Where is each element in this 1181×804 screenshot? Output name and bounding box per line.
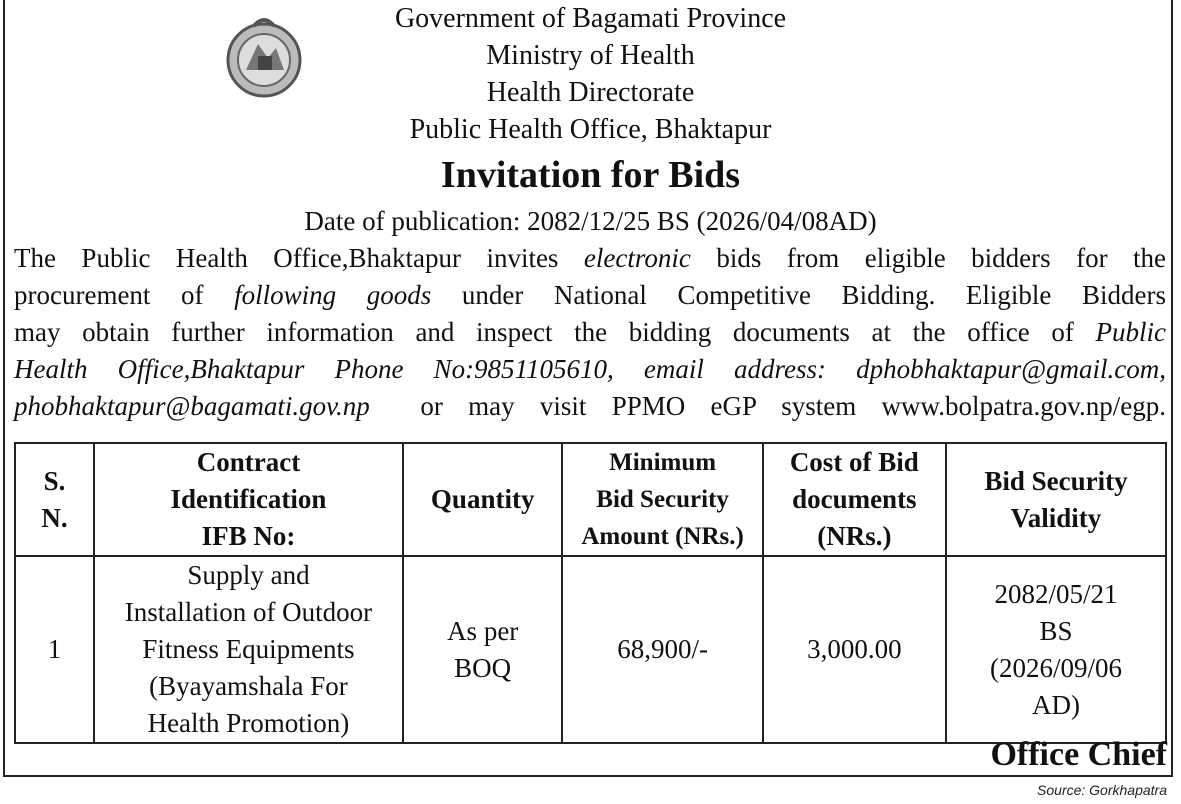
cell-text: 1 [47,634,62,664]
body-text: Public [1095,317,1166,347]
cell-text: (Byayamshala For [149,671,348,701]
header-text: Cost of Bid [789,447,919,477]
header-text: Bid Security [596,486,729,513]
header-line: Government of Bagamati Province [394,3,787,34]
body-text: or may visit PPMO eGP system www.bolpatra.gov.np/egp. [369,391,1166,421]
body-text: may obtain further information and inspect the bidding documents at the office of [14,317,1096,347]
body-text: phobhaktapur@bagamati.gov.np [14,391,370,421]
cell-text: As per [447,615,519,646]
table-cell [946,556,1166,743]
header-text: documents [792,484,917,514]
column-header [946,443,1166,556]
cell-text: Installation of Outdoor [124,597,373,627]
body-text: under National Competitive Bidding. Eligible Bidders [431,280,1166,310]
bid-table [14,442,1167,744]
header-text: IFB No: [201,521,296,551]
table-cell [15,556,94,743]
body-text: bids from eligible bidders for the [690,243,1166,273]
cell-text: 2082/05/21 [994,578,1118,609]
source-credit: Source: Gorkhapatra [1037,782,1167,798]
body-text: procurement of [14,280,235,310]
column-header [403,443,563,556]
body-text: following goods [234,280,432,310]
header-text: Bid Security [984,465,1128,496]
cell-text: 68,900/- [617,634,708,664]
header-text: Identification [170,484,327,514]
table-cell [763,556,946,743]
header-text: Amount (NRs.) [581,523,744,550]
notice-body [14,240,1166,425]
body-line [14,314,1166,351]
header-text: Minimum [609,449,717,476]
header-line: Health Directorate [486,77,695,108]
notice-title: Invitation for Bids [440,154,741,196]
publication-date: Date of publication: 2082/12/25 BS (2026/04/08AD) [304,206,877,236]
body-line [14,277,1166,314]
cell-text: 3,000.00 [807,634,902,664]
table-cell [403,556,563,743]
header-line: Ministry of Health [486,40,695,71]
cell-text: Health Promotion) [147,708,350,738]
cell-text: Supply and [187,560,310,590]
body-text: electronic [583,243,691,273]
cell-text: Fitness Equipments [142,634,355,664]
header-text: Contract [196,447,301,477]
table-row [15,556,1166,743]
column-header [15,443,94,556]
column-header [562,443,762,556]
cell-text: BOQ [454,652,512,683]
body-text: The Public Health Office,Bhaktapur invites [14,243,584,273]
column-header [94,443,403,556]
header-text: Validity [1010,502,1102,533]
body-line [14,240,1166,277]
table-cell [94,556,403,743]
body-line [14,351,1166,388]
cell-text: AD) [1031,689,1080,720]
header-line: Public Health Office, Bhaktapur [409,114,772,145]
cell-text: BS [1039,615,1073,646]
table-header-row [15,443,1166,556]
body-line [14,388,1166,425]
signature-office-chief: Office Chief [990,736,1167,773]
column-header [763,443,946,556]
header-text: S. [43,465,66,496]
header-text: Quantity [430,484,535,514]
body-text: Health Office,Bhaktapur Phone No:9851105610, email address: dphobhaktapur@gmail.com, [14,354,1166,384]
header-text: N. [41,502,68,533]
cell-text: (2026/09/06 [989,652,1122,683]
header-text: (NRs.) [817,521,892,551]
table-cell [562,556,762,743]
